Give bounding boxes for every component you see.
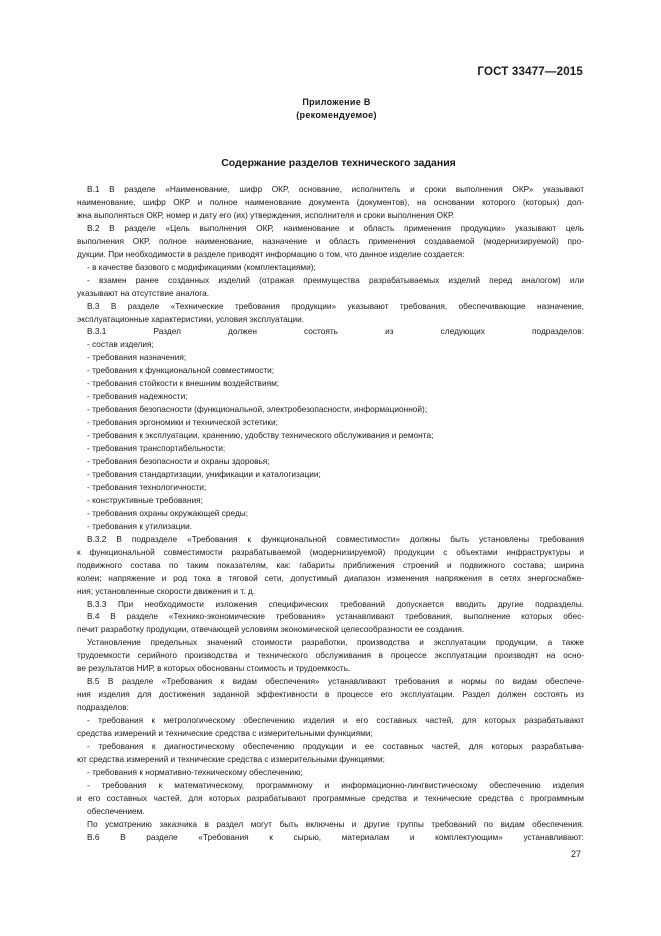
appendix-note: (рекомендуемое) (296, 110, 377, 120)
text-line: - взамен ранее созданных изделий (отражая преимущества разрабатываемых изделий перед аналогом) или (87, 274, 584, 285)
text-line: - требования технологичности; (87, 481, 207, 492)
text-line: - требования к эксплуатации, хранению, удобству технического обслуживания и ремонта; (87, 430, 434, 441)
text-line: - требования к утилизации. (87, 520, 193, 531)
text-line: По усмотрению заказчика в раздел могут быть включены и другие группы требований по видам обеспечения. (87, 818, 584, 829)
text-line: - требования к нормативно-техническому обеспечению; (87, 766, 303, 777)
text-line: - требования к диагностическому обеспечению продукции и ее составных частей, для которых разрабатыва- (87, 740, 584, 751)
text-line: - требования транспортабельности; (87, 443, 226, 454)
text-line: В.3.3 При необходимости изложения специфических требований допускается вводить другие подразделы. (87, 598, 584, 609)
text-line: средства измерений и технические средства с измерительными функциями; (77, 728, 373, 739)
text-line: В.3.2 В подразделе «Требования к функциональной совместимости» должны быть установлены требования (87, 533, 584, 544)
text-line: В.2 В разделе «Цель выполнения ОКР, наименование и область применения продукции» указывают цель (87, 222, 584, 233)
text-line: - требования охраны окружающей среды; (87, 507, 249, 518)
text-line: - требования к математическому, программному и информационно-лингвистическому обеспечению изделия (87, 779, 584, 790)
text-line: трудоемкости серийного производства и технического обслуживания в процессе эксплуатации производят на осно- (77, 650, 584, 661)
text-line: Установление предельных значений стоимости разработки, производства и эксплуатации продукции, а также (87, 637, 584, 648)
text-line: - требования стандартизации, унификации и каталогизации; (87, 468, 321, 479)
text-line: - конструктивные требования; (87, 494, 203, 505)
text-line: обеспечением. (87, 805, 145, 816)
text-line: В.4 В разделе «Технико-экономические требования» устанавливают требования, выполнение которых обес- (87, 611, 584, 622)
text-line: В.3.1 Раздел должен состоять из следующих подразделов: (87, 326, 584, 337)
text-line: и его составных частей, для которых разрабатывают программные средства и технические средства с программным (77, 792, 584, 803)
document-body (77, 183, 584, 844)
text-line: - состав изделия; (87, 339, 154, 350)
text-line: наименование, шифр ОКР и полное наименование документа (документов), на основании которого (которых) дол- (77, 196, 584, 207)
text-line: печит разработку продукции, отвечающей условиям экономической целесообразности ее создания. (77, 624, 465, 635)
text-line: В.6 В разделе «Требования к сырью, материалам и комплектующим» устанавливают: (87, 831, 584, 842)
section-title: Содержание разделов технического задания (221, 157, 456, 169)
text-line: - требования надежности; (87, 391, 188, 402)
text-line: подвижного состава по таким показателям, как: габариты приближения строений и подвижного состава; ширина (77, 559, 584, 570)
text-line: - требования эргономики и технической эстетики; (87, 417, 278, 428)
appendix-heading (0, 96, 661, 122)
text-line: В.3 В разделе «Технические требования продукции» указывают требования, обеспечивающие назначение, (87, 300, 584, 311)
text-line: ве результатов НИР, в которых обоснованы стоимость и трудоемкость. (77, 663, 351, 674)
text-line: ют средства измерений и технические средства с измерительными функциями; (77, 753, 385, 764)
text-line: - требования к метрологическому обеспечению изделия и его составных частей, для которых разрабатывают (87, 715, 584, 726)
text-line: указывают на отсутствие аналога. (77, 287, 210, 298)
text-line: жна выполняться ОКР, номер и дату его (их) утверждения, исполнителя и сроки выполнения ОКР. (77, 209, 455, 220)
text-line: подразделов: (77, 702, 129, 713)
appendix-title: Приложение В (302, 97, 371, 107)
text-line: колеи; напряжение и род тока в тяговой сети, допустимый диапазон изменения напряжения в сетях энергоснабже- (77, 572, 584, 583)
text-line: выполнения ОКР, полное наименование, назначение и область применения создаваемой (модернизируемой) про- (77, 235, 584, 246)
text-line: - требования безопасности и охраны здоровья; (87, 456, 270, 467)
text-line: дукции. При необходимости в разделе приводят информацию о том, что данное изделие создается: (77, 248, 465, 259)
text-line: ния изделия для достижения заданной эффективности в процессе его эксплуатации. Раздел должен состоять из (77, 689, 584, 700)
text-line: В.5 В разделе «Требования к видам обеспечения» устанавливают требования и нормы по видам обеспече- (87, 676, 584, 687)
text-line: - требования к функциональной совместимости; (87, 365, 275, 376)
page-number: 27 (570, 849, 581, 859)
text-line: - требования безопасности (функциональной, электробезопасности, информационной); (87, 404, 428, 415)
text-line: к функциональной совместимости разрабатываемой (модернизируемой) продукции с объектами инфраструктуры и (77, 546, 584, 557)
text-line: - требования назначения; (87, 352, 187, 363)
text-line: - в качестве базового с модификациями (комплектациями); (87, 261, 316, 272)
text-line: ния; установленные скорости движения и т. д. (77, 585, 256, 596)
text-line: В.1 В разделе «Наименование, шифр ОКР, основание, исполнитель и сроки выполнения ОКР» указывают (87, 184, 584, 194)
text-line: - требования стойкости к внешним воздействиям; (87, 378, 280, 389)
text-line: эксплуатационные характеристики, условия эксплуатации. (77, 313, 305, 324)
standard-number: ГОСТ 33477—2015 (477, 66, 583, 78)
